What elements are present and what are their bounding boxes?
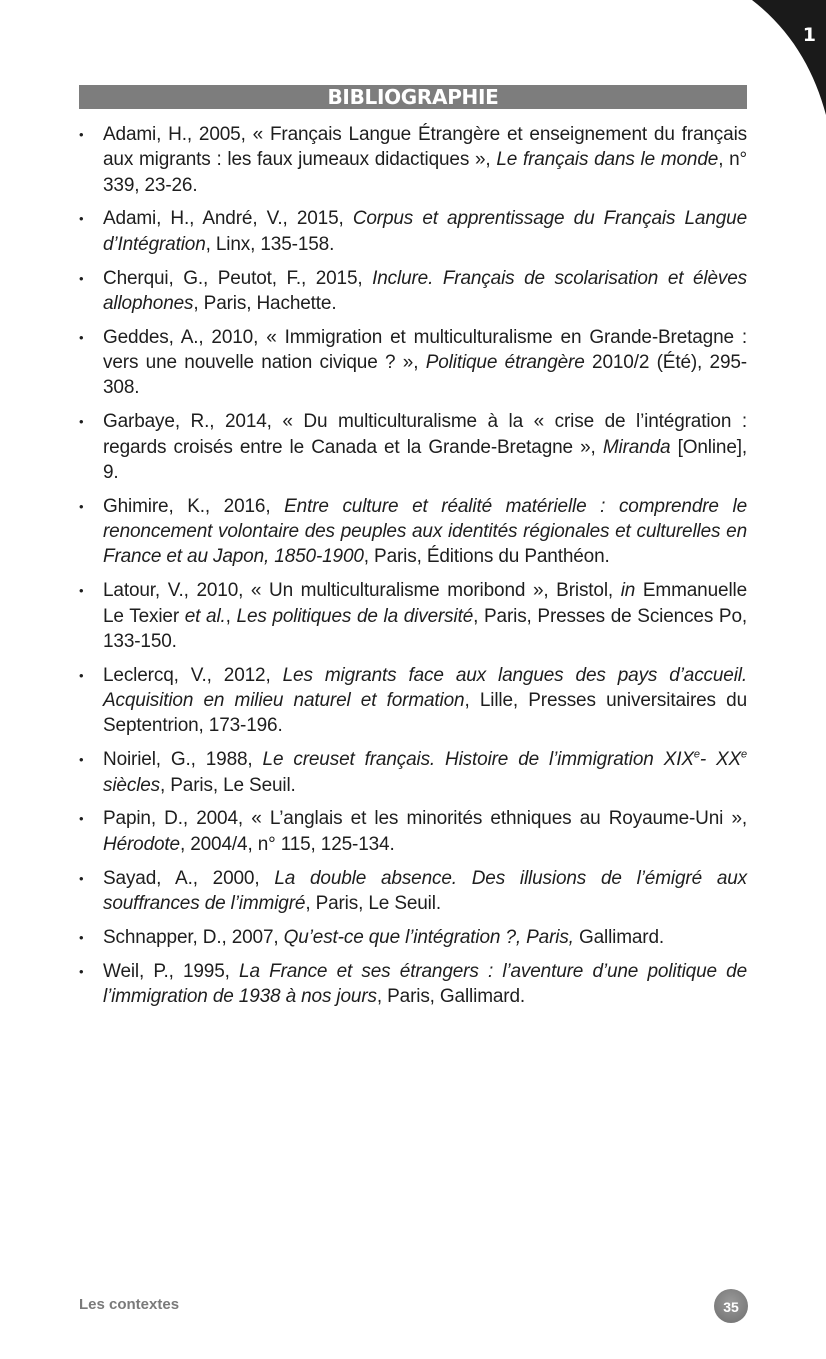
bibliography-entry <box>79 206 747 257</box>
bibliography-entry <box>79 409 747 485</box>
entry-text: Schnapper, D., 2007, <box>103 926 284 948</box>
entry-text: , <box>225 605 237 627</box>
entry-text: Adami, H., 2005, « Français Langue Étrangère et enseignement du français aux migrants : les faux jumeaux didactiques », <box>103 124 747 171</box>
entry-text: Gallimard. <box>573 926 665 948</box>
entry-text: Sayad, A., 2000, <box>103 867 275 889</box>
bullet-icon: • <box>79 811 84 827</box>
bullet-icon: • <box>79 583 84 599</box>
bullet-icon: • <box>79 870 84 886</box>
bibliography-entry <box>79 866 747 917</box>
entry-title-text: Miranda <box>602 436 671 458</box>
bullet-icon: • <box>79 929 84 945</box>
chapter-number: 1 <box>802 24 816 46</box>
entry-text: Geddes, A., 2010, « Immigration et multiculturalisme en Grande-Bretagne : vers une nouvelle nation civique ? », <box>103 326 747 374</box>
entry-title-text: Le creuset français. Histoire de l’immigration XIX <box>262 749 694 771</box>
entry-title-text: Les politiques de la diversité <box>236 605 474 627</box>
bullet-icon: • <box>79 498 84 514</box>
bullet-icon: • <box>79 752 84 768</box>
entry-text: Cherqui, G., Peutot, F., 2015, <box>103 267 373 289</box>
entry-text: Garbaye, R., 2014, « Du multiculturalisme à la « crise de l’intégration : regards croisés entre le Canada et la Grande-Bretagne », <box>103 411 747 458</box>
entry-text: Ghimire, K., 2016, <box>103 495 285 517</box>
entry-text: , Paris, Hachette. <box>193 292 337 314</box>
entry-text: Weil, P., 1995, <box>103 960 240 982</box>
entry-text: , Paris, Le Seuil. <box>160 774 296 796</box>
entry-title-text: Corpus et apprentissage du Français Langue d’Intégration <box>103 208 747 255</box>
entry-title-text: e <box>693 748 700 761</box>
entry-title-text: et al. <box>184 605 226 627</box>
bullet-icon: • <box>79 211 84 227</box>
bullet-icon: • <box>79 963 84 979</box>
bibliography-entry <box>79 266 747 317</box>
entry-title-text: La double absence. Des illusions de l’émigré aux souffrances de l’immigré <box>103 867 748 914</box>
entry-text: 2010/2 (Été), 295-308. <box>103 352 747 399</box>
entry-title-text: - XX <box>699 749 742 771</box>
page-number-badge: 35 <box>714 1289 748 1323</box>
bibliography-entry <box>79 663 747 739</box>
corner-tab-shape <box>736 0 826 120</box>
entry-text: , Paris, Le Seuil. <box>305 892 441 914</box>
bibliography-entry <box>79 806 747 857</box>
entry-title-text: siècles <box>103 774 161 796</box>
entry-title-text: Les migrants face aux langues des pays d’accueil. Acquisition en milieu naturel et formation <box>103 664 747 712</box>
entry-text: , Lille, Presses universitaires du Septentrion, 173-196. <box>103 690 747 737</box>
chapter-corner-tab <box>736 0 826 120</box>
bibliography-entry <box>79 325 747 401</box>
bullet-icon: • <box>79 270 84 286</box>
bullet-icon: • <box>79 414 84 430</box>
entry-text: , Linx, 135-158. <box>205 233 335 255</box>
entry-title-text: Qu’est-ce que l’intégration ?, Paris, <box>283 926 574 948</box>
entry-text: Papin, D., 2004, « L’anglais et les minorités ethniques au Royaume-Uni », <box>103 808 747 830</box>
bibliography-entry <box>79 925 747 950</box>
entry-text: Noiriel, G., 1988, <box>103 749 263 771</box>
bullet-icon: • <box>79 667 84 683</box>
bibliography-entry <box>79 578 747 654</box>
entry-text: , n° 339, 23-26. <box>103 149 747 196</box>
entry-title-text: Politique étrangère <box>425 352 585 374</box>
bibliography-list <box>79 122 747 1018</box>
entry-text: , 2004/4, n° 115, 125-134. <box>179 833 395 855</box>
entry-text: Leclercq, V., 2012, <box>103 664 283 686</box>
entry-title-text: La France et ses étrangers : l’aventure d’une politique de l’immigration de 1938 à nos jours <box>103 960 747 1008</box>
entry-text: Adami, H., André, V., 2015, <box>103 208 353 230</box>
entry-title-text: e <box>741 748 747 761</box>
bibliography-entry <box>79 494 747 570</box>
entry-title-text: Hérodote <box>103 833 180 855</box>
entry-text: Emmanuelle Le Texier <box>103 580 747 627</box>
bibliography-entry <box>79 747 747 798</box>
entry-text: , Paris, Gallimard. <box>376 986 526 1008</box>
entry-text: [Online], 9. <box>103 436 747 483</box>
footer-section-label: Les contextes <box>79 1296 180 1313</box>
bibliography-entry <box>79 122 747 198</box>
entry-text: Latour, V., 2010, « Un multiculturalisme moribond », Bristol, <box>103 580 621 602</box>
entry-text: , Paris, Éditions du Panthéon. <box>363 546 610 568</box>
entry-title-text: Le français dans le monde <box>496 149 719 171</box>
bibliography-entry <box>79 959 747 1010</box>
bullet-icon: • <box>79 329 84 345</box>
entry-text: , Paris, Presses de Sciences Po, 133-150. <box>103 605 748 652</box>
entry-title-text: Inclure. Français de scolarisation et élèves allophones <box>103 267 747 314</box>
entry-title-text: in <box>620 580 636 602</box>
section-title: BIBLIOGRAPHIE <box>79 85 747 109</box>
bullet-icon: • <box>79 127 84 142</box>
entry-title-text: Entre culture et réalité matérielle : comprendre le renoncement volontaire des peuples aux identités régionales et culturelles en France et au Japon, 1850-1900 <box>103 495 747 568</box>
